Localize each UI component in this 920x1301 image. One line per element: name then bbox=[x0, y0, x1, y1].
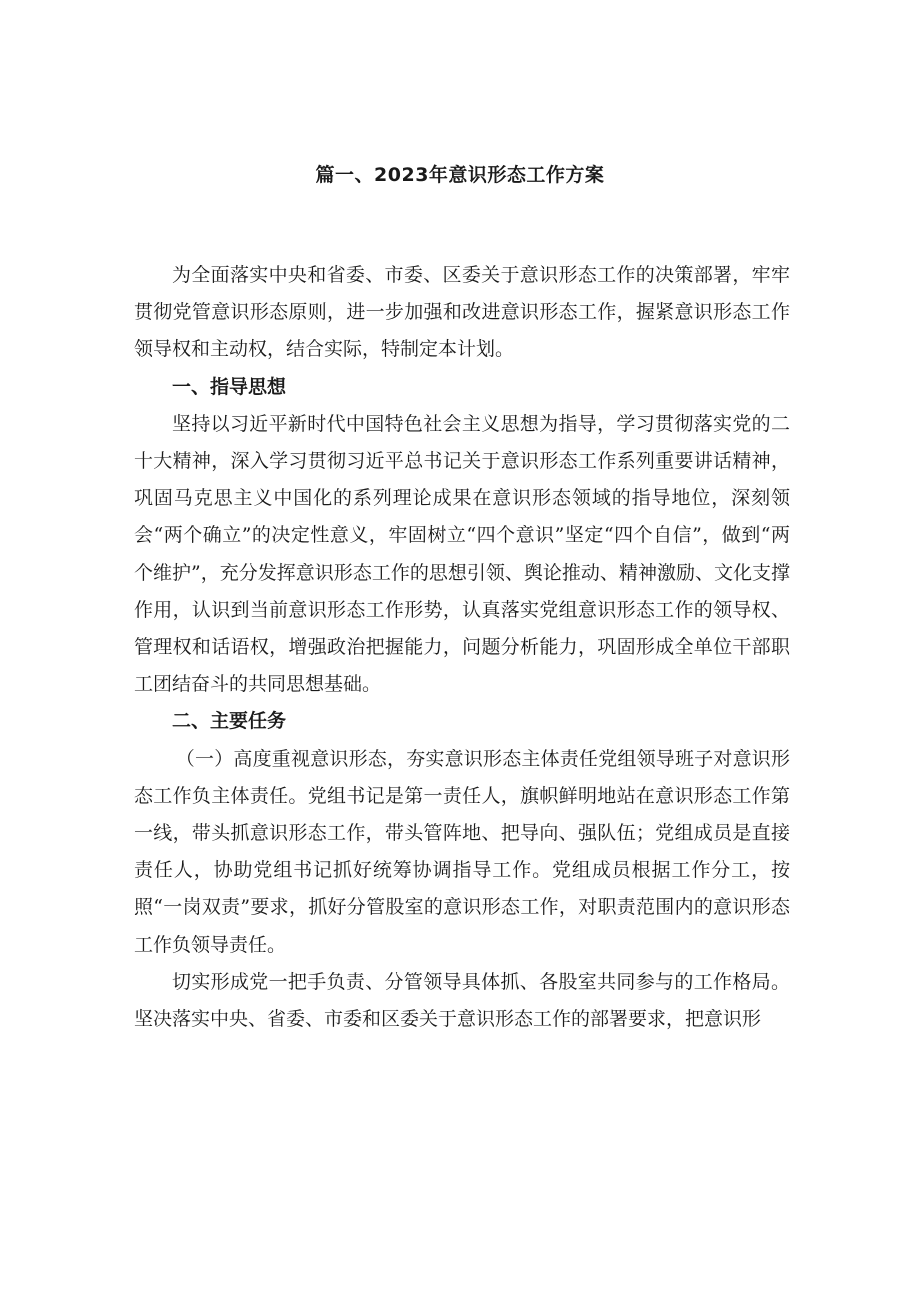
main-tasks-item-1: （一）高度重视意识形态，夯实意识形态主体责任党组领导班子对意识形态工作负主体责任。党组书记是第一责任人，旗帜鲜明地站在意识形态工作第一线，带头抓意识形态工作，带头管阵地、把导向、强队伍；党组成员是直接责任人，协助党组书记抓好统筹协调指导工作。党组成员根据工作分工，按照“一岗双责”要求，抓好分管股室的意识形态工作，对职责范围内的意识形态工作负领导责任。 bbox=[134, 747, 790, 956]
main-tasks-paragraph-2: 切实形成党一把手负责、分管领导具体抓、各股室共同参与的工作格局。坚决落实中央、省委、市委和区委关于意识形态工作的部署要求，把意识形 bbox=[134, 970, 790, 1031]
section-heading-main-tasks: 二、主要任务 bbox=[172, 710, 287, 733]
document-title: 篇一、2023年意识形态工作方案 bbox=[315, 164, 605, 186]
document-body bbox=[134, 257, 790, 1038]
guiding-ideology-paragraph: 坚持以习近平新时代中国特色社会主义思想为指导，学习贯彻落实党的二十大精神，深入学习贯彻习近平总书记关于意识形态工作系列重要讲话精神，巩固马克思主义中国化的系列理论成果在意识形态领域的指导地位，深刻领会“两个确立”的决定性意义，牢固树立“四个意识”坚定“四个自信”，做到“两个维护”，充分发挥意识形态工作的思想引领、舆论推动、精神激励、文化支撑作用，认识到当前意识形态工作形势，认真落实党组意识形态工作的领导权、管理权和话语权，增强政治把握能力，问题分析能力，巩固形成全单位干部职工团结奋斗的共同思想基础。 bbox=[134, 412, 790, 696]
section-heading-guiding-ideology: 一、指导思想 bbox=[172, 375, 287, 398]
intro-paragraph: 为全面落实中央和省委、市委、区委关于意识形态工作的决策部署，牢牢贯彻党管意识形态原则，进一步加强和改进意识形态工作，握紧意识形态工作领导权和主动权，结合实际，特制定本计划。 bbox=[134, 264, 790, 361]
